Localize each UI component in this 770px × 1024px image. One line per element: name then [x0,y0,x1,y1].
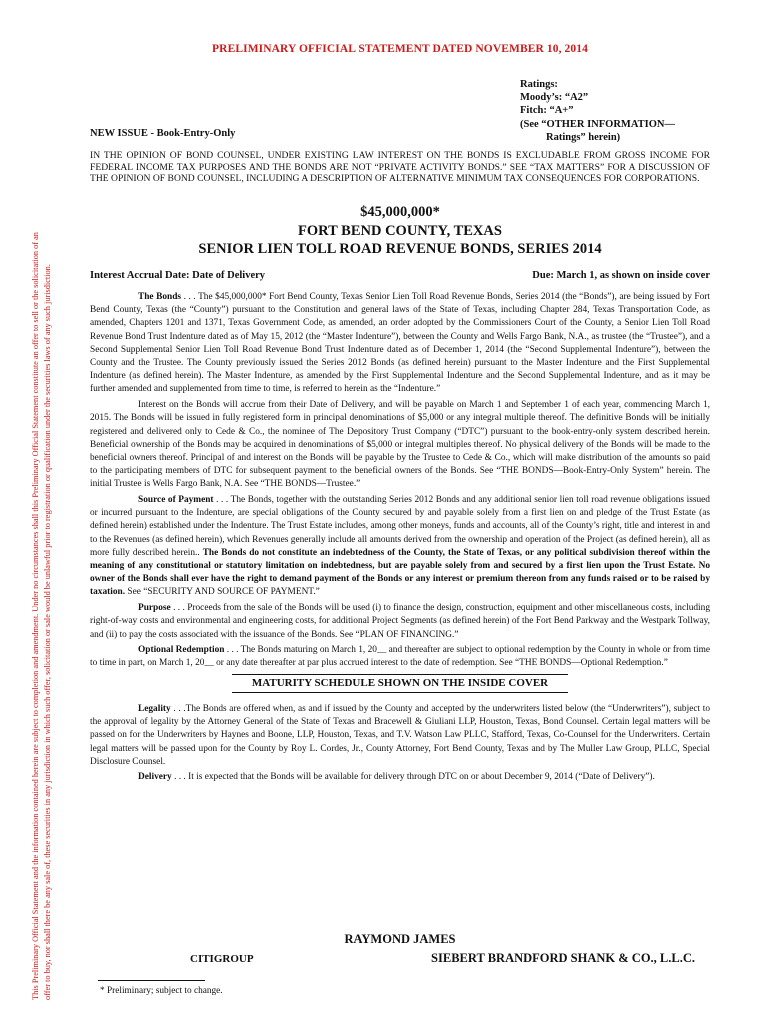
paragraph-delivery [90,771,710,784]
senior-underwriter: RAYMOND JAMES [344,932,456,946]
text-optional-redemption: . . . The Bonds maturing on March 1, 20__ and thereafter are subject to optional redemption by the County in whole or from time to time in part, on March 1, 20__ or any date thereafter at par plus accrued interest to the date of redemption. See “THE BONDS—Optional Redemption.” [90,645,710,669]
text-delivery: . . . It is expected that the Bonds will be available for delivery through DTC on or about December 9, 2014 (“Date of Delivery”). [171,772,655,783]
paragraph-purpose [90,602,710,642]
bond-amount: $45,000,000* [360,204,440,220]
fitch-rating: Fitch: “A+” [520,105,574,117]
notice-line-1: This Preliminary Official Statement and the information contained herein are subject to completion and amendment. Under no circumstances shall this Preliminary Official Statement constitute an offer to sell or the solicitation of an [31,232,40,1000]
footnote: * Preliminary; subject to change. [100,986,223,996]
lead-delivery: Delivery [138,772,172,783]
moodys-rating: Moody’s: “A2” [520,92,589,104]
notice-line-2: offer to buy, nor shall there be any sale of, these securities in any jurisdiction in which such offer, solicitation or sale would be unlawful prior to registration or qualification under the securities laws of any such jurisdiction. [43,264,52,1000]
text-legality: . . .The Bonds are offered when, as and if issued by the County and accepted by the underwriters listed below (the “Underwriters”), subject to the approval of legality by the Attorney General of the State of Texas and Bracewell & Giuliani LLP, Houston, Texas, Bond Counsel. Certain legal matters will be passed on for the Underwriters by Haynes and Boone, LLP, Houston, Texas, and T.V. Watson Law PLLC, Stafford, Texas, Co-Counsel for the Underwriters. Certain legal matters will be passed upon for the County by Roy L. Cordes, Jr., County Attorney, Fort Bend County, Texas and by The Muller Law Group, PLLC, Special Disclosure Counsel. [90,703,710,767]
maturity-schedule-banner [90,674,710,693]
footnote-divider [98,980,205,981]
due-date: Due: March 1, as shown on inside cover [532,270,710,281]
paragraph-legality [90,703,710,769]
issuer-name: FORT BEND COUNTY, TEXAS [298,222,502,239]
paragraph-interest: Interest on the Bonds will accrue from their Date of Delivery, and will be payable on March 1 and September 1 of each year, commencing March 1, 2015. The Bonds will be issued in fully registered form in principal denominations of $5,000 or any integral multiple thereof. The definitive Bonds will be initially registered and delivered only to Cede & Co., the nominee of The Depository Trust Company (“DTC”) pursuant to the book-entry-only system described herein. Beneficial ownership of the Bonds may be acquired in denominations of $5,000 or integral multiples thereof. No physical delivery of the Bonds will be made to the beneficial owners thereof. Principal of and interest on the Bonds will be payable by the Trustee to Cede & Co., which will make distribution of the amounts so paid to the participating members of DTC for subsequent payment to the beneficial owners of the Bonds. See “THE BONDS—Book-Entry-Only System” herein. The initial Trustee is Wells Fargo Bank, N.A. See “THE BONDS—Trustee.” [90,400,710,490]
lead-the-bonds: The Bonds [138,292,182,302]
interest-accrual-date: Interest Accrual Date: Date of Delivery [90,270,266,281]
text-source-of-payment: . . . The Bonds, together with the outstanding Series 2012 Bonds and any additional senior lien toll road revenue obligations issued or incurred pursuant to the Indenture, are special obligations of the County secured by and payable solely from a first lien on and pledge of the Trust Estate (as defined herein) established under the Indenture. The Trust Estate includes, among other moneys, funds and accounts, all of the County’s right, title and interest in and to the Revenues (as defined herein), which Revenues generally include all amounts derived from the ownership and operation of the Project (as defined herein), all as more fully described herein.. [90,495,710,558]
bond-counsel-opinion: IN THE OPINION OF BOND COUNSEL, UNDER EXISTING LAW INTEREST ON THE BONDS IS EXCLUDABLE FROM GROSS INCOME FOR FEDERAL INCOME TAX PURPOSES AND THE BONDS ARE NOT “PRIVATE ACTIVITY BONDS.” SEE “TAX MATTERS” FOR A DISCUSSION OF THE OPINION OF BOND COUNSEL, INCLUDING A DESCRIPTION OF ALTERNATIVE MINIMUM TAX CONSEQUENCES FOR CORPORATIONS. [90,150,710,185]
bold-source-of-payment: The Bonds do not constitute an indebtedness of the County, the State of Texas, or any political subdivision thereof within the meaning of any constitutional or statutory limitation on indebtedness, but are payable solely from and secured by a first lien upon the Trust Estate. No owner of the Bonds shall ever have the right to demand payment of the Bonds or any interest or premium thereon from any funds raised or to be raised by taxation. [90,547,711,598]
lead-source-of-payment: Source of Payment [138,495,214,506]
lead-purpose: Purpose [138,603,171,614]
title-block [90,203,710,259]
new-issue-label: NEW ISSUE - Book-Entry-Only [90,128,236,139]
body-text [90,291,710,787]
tail-source-of-payment: See “SECURITY AND SOURCE OF PAYMENT.” [125,587,320,598]
series-name: SENIOR LIEN TOLL ROAD REVENUE BONDS, SERIES 2014 [198,241,602,257]
lead-legality: Legality [138,703,171,714]
ratings-see-line-2: Ratings” herein) [546,131,621,143]
text-the-bonds: . . . The $45,000,000* Fort Bend County, Texas Senior Lien Toll Road Revenue Bonds, Series 2014 (the “Bonds”), are being issued by Fort Bend County, Texas (the “County”) pursuant to the Constitution and general laws of the State of Texas, including Chapter 284, Texas Transportation Code, as amended, Chapters 1201 and 1371, Texas Government Code, as amended, an order adopted by the Commissioners Court of the County, a Senior Lien Toll Road Revenue Bond Trust Indenture dated as of May 15, 2012 (the “Master Indenture”), between the County and Wells Fargo Bank, N.A., as trustee (the “Trustee”), and a Second Supplemental Senior Lien Toll Road Revenue Bond Trust Indenture dated as of December 1, 2014 (the “Second Supplemental Indenture”), between the County and the Trustee. The County previously issued the Series 2012 Bonds (as defined herein) pursuant to the Master Indenture and the First Supplemental Indenture (as defined herein). The Master Indenture, as amended by the First Supplemental Indenture and the Second Supplemental Indenture, and as it may be further amended and supplemented from time to time, is referred to herein as the “Indenture.” [90,292,710,395]
text-purpose: . . . Proceeds from the sale of the Bonds will be used (i) to finance the design, construction, equipment and other miscellaneous costs, including right-of-way costs and environmental and engineering costs, for additional Project Segments (as defined herein) of the Fort Bend Parkway and the Westpark Tollway, and (ii) to pay the costs associated with the issuance of the Bonds. See “PLAN OF FINANCING.” [90,603,710,640]
preliminary-notice-sidebar [30,20,54,1000]
ratings-see-line-1: (See “OTHER INFORMATION— [520,118,675,130]
paragraph-optional-redemption [90,644,710,670]
maturity-schedule-text: MATURITY SCHEDULE SHOWN ON THE INSIDE COVER [232,674,568,693]
preliminary-banner: PRELIMINARY OFFICIAL STATEMENT DATED NOVEMBER 10, 2014 [212,43,588,55]
lead-optional-redemption: Optional Redemption [138,645,225,656]
co-underwriter-citigroup: CITIGROUP [190,953,254,965]
paragraph-the-bonds [90,291,710,397]
ratings-heading: Ratings: [520,79,558,90]
ratings-block [520,78,675,144]
paragraph-source-of-payment [90,494,710,600]
co-underwriter-siebert: SIEBERT BRANDFORD SHANK & CO., L.L.C. [431,951,695,965]
